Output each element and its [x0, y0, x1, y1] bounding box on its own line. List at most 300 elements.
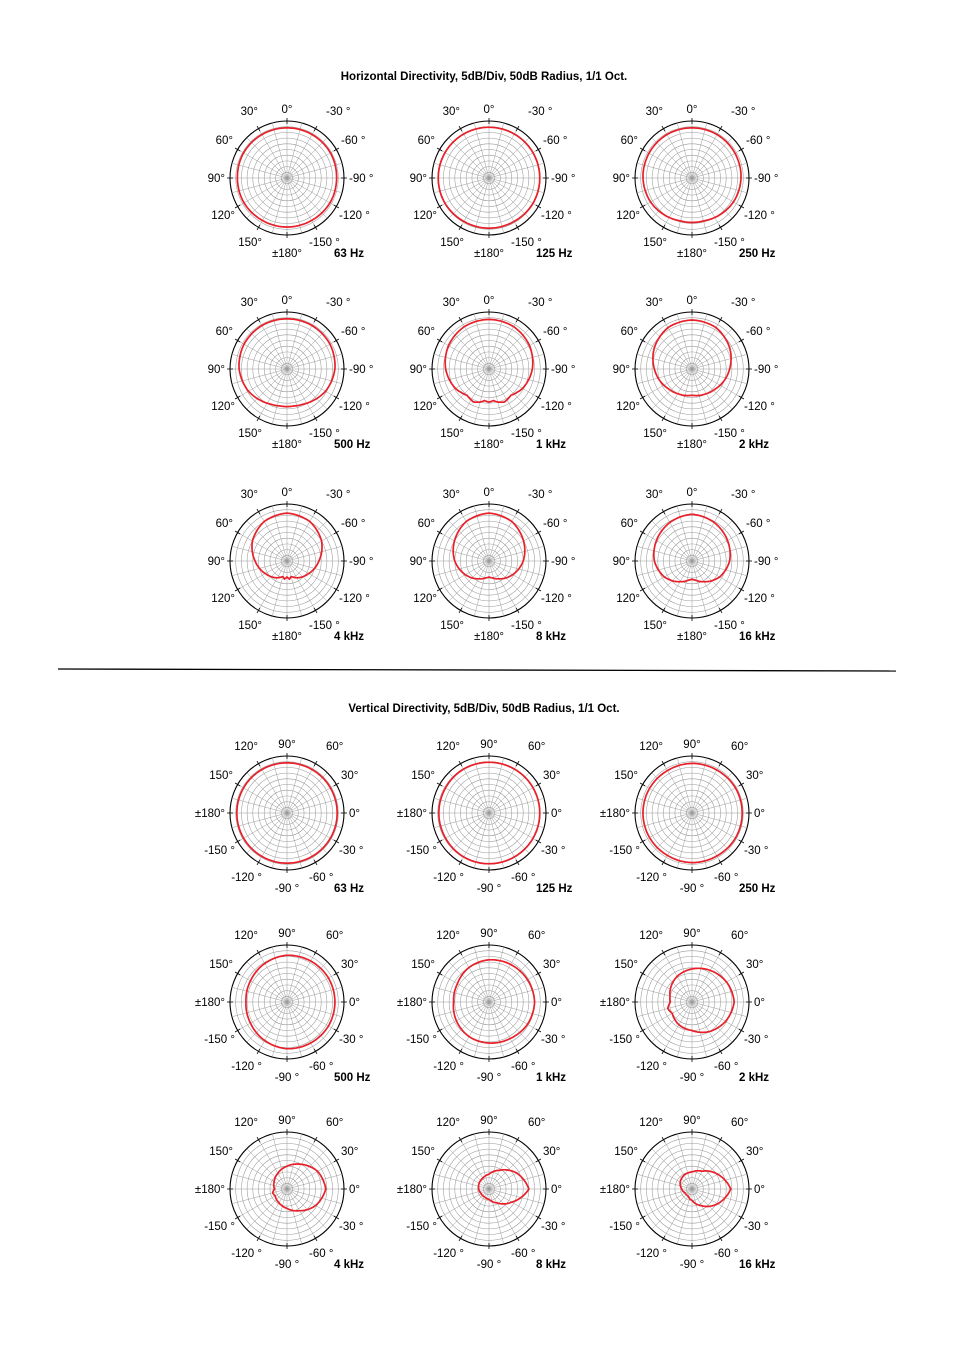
angle-label: 60°	[417, 326, 435, 338]
grid-spoke	[287, 1174, 342, 1189]
grid-spoke	[677, 178, 692, 233]
angle-label: -150 °	[609, 1034, 640, 1046]
grid-spoke	[440, 341, 489, 370]
angle-label: 0°	[551, 997, 562, 1009]
angle-label: 0°	[754, 997, 765, 1009]
grid-spoke	[287, 320, 316, 369]
angle-label: 30°	[746, 770, 764, 782]
angle-label: ±180°	[599, 808, 630, 820]
grid-spoke	[692, 987, 747, 1002]
angle-label: -60 °	[543, 135, 568, 147]
frequency-label: 4 kHz	[334, 1259, 365, 1271]
angle-label: 30°	[442, 106, 460, 118]
grid-spoke	[637, 1002, 692, 1017]
angle-label: 30°	[240, 106, 258, 118]
angle-label: -120 °	[541, 593, 572, 605]
angle-label: -60 °	[309, 1248, 334, 1260]
angle-label: -90 °	[679, 883, 705, 895]
grid-spoke	[259, 561, 288, 610]
grid-spoke	[272, 758, 287, 813]
angle-label: -30 °	[541, 1034, 566, 1046]
grid-spoke	[692, 1134, 707, 1189]
grid-spoke	[434, 798, 489, 813]
grid-spoke	[692, 785, 741, 814]
grid-spoke	[692, 178, 707, 233]
angle-label: ±180°	[271, 248, 303, 260]
grid-spoke	[664, 561, 693, 610]
angle-label: 150°	[411, 1146, 435, 1158]
grid-spoke	[287, 813, 316, 862]
grid-spoke	[692, 354, 747, 369]
angle-label: -60 °	[309, 872, 334, 884]
angle-label: -30 °	[731, 106, 756, 118]
angle-label: -120 °	[231, 872, 262, 884]
angle-label: 90°	[207, 364, 225, 376]
angle-label: 90°	[480, 739, 498, 751]
grid-spoke	[664, 953, 693, 1002]
angle-label: -60 °	[746, 135, 771, 147]
grid-spoke	[434, 163, 489, 178]
angle-label: 30°	[645, 297, 663, 309]
grid-spoke	[489, 178, 504, 233]
angle-label: -150 °	[204, 1034, 235, 1046]
angle-label: 30°	[341, 959, 359, 971]
angle-label: 150°	[643, 620, 667, 632]
grid-spoke	[287, 785, 336, 814]
angle-label: -90 °	[274, 1259, 300, 1271]
vertical-polar-plot	[600, 739, 776, 895]
angle-label: 120°	[616, 401, 640, 413]
grid-spoke	[637, 987, 692, 1002]
grid-spoke	[474, 758, 489, 813]
angle-label: 60°	[417, 518, 435, 530]
grid-spoke	[637, 546, 692, 561]
grid-spoke	[643, 150, 692, 179]
grid-spoke	[440, 974, 489, 1003]
angle-label: 90°	[207, 556, 225, 568]
angle-label: 120°	[436, 741, 460, 753]
grid-spoke	[287, 512, 316, 561]
grid-spoke	[643, 974, 692, 1003]
angle-label: -150 °	[511, 428, 542, 440]
grid-spoke	[677, 561, 692, 616]
grid-spoke	[272, 1189, 287, 1244]
angle-label: 120°	[616, 210, 640, 222]
angle-label: -90 °	[349, 556, 374, 568]
angle-label: 60°	[731, 1117, 749, 1129]
angle-label: -30 °	[528, 297, 553, 309]
grid-spoke	[474, 314, 489, 369]
angle-label: -150 °	[511, 620, 542, 632]
angle-label: 90°	[683, 1115, 701, 1127]
angle-label: 0°	[349, 1184, 360, 1196]
angle-label: -150 °	[406, 1221, 437, 1233]
grid-spoke	[434, 354, 489, 369]
grid-spoke	[489, 758, 504, 813]
grid-spoke	[489, 163, 544, 178]
grid-spoke	[692, 369, 747, 384]
angle-label: 60°	[528, 930, 546, 942]
angle-label: ±180°	[599, 1184, 630, 1196]
grid-spoke	[287, 758, 302, 813]
angle-label: -60 °	[543, 326, 568, 338]
grid-spoke	[259, 369, 288, 418]
grid-spoke	[434, 1002, 489, 1017]
grid-spoke	[461, 1140, 490, 1189]
grid-spoke	[287, 341, 336, 370]
angle-label: 120°	[639, 741, 663, 753]
grid-spoke	[287, 546, 342, 561]
angle-label: 0°	[281, 295, 293, 307]
angle-label: 0°	[483, 104, 495, 116]
grid-spoke	[677, 813, 692, 868]
grid-spoke	[434, 178, 489, 193]
grid-spoke	[489, 1002, 544, 1017]
angle-label: -30 °	[339, 845, 364, 857]
angle-label: 120°	[413, 593, 437, 605]
angle-label: -90 °	[754, 173, 779, 185]
angle-label: 150°	[614, 1146, 638, 1158]
grid-spoke	[238, 150, 287, 179]
angle-label: 60°	[528, 741, 546, 753]
grid-spoke	[474, 123, 489, 178]
grid-spoke	[259, 320, 288, 369]
angle-label: -60 °	[746, 326, 771, 338]
grid-spoke	[692, 561, 721, 610]
grid-spoke	[692, 953, 721, 1002]
angle-label: -30 °	[731, 489, 756, 501]
angle-label: -90 °	[551, 173, 576, 185]
angle-label: -90 °	[476, 883, 502, 895]
grid-spoke	[489, 178, 518, 227]
angle-label: 0°	[483, 295, 495, 307]
grid-spoke	[287, 369, 316, 418]
grid-spoke	[232, 163, 287, 178]
angle-label: -30 °	[528, 489, 553, 501]
angle-label: -120 °	[744, 593, 775, 605]
angle-label: -30 °	[541, 845, 566, 857]
grid-spoke	[489, 178, 544, 193]
angle-label: 120°	[436, 930, 460, 942]
grid-spoke	[489, 561, 544, 576]
grid-spoke	[272, 813, 287, 868]
angle-label: -120 °	[231, 1248, 262, 1260]
frequency-label: 500 Hz	[334, 439, 371, 451]
angle-label: 120°	[639, 930, 663, 942]
vertical-plots	[195, 739, 776, 1271]
angle-label: 120°	[436, 1117, 460, 1129]
grid-spoke	[287, 798, 342, 813]
grid-spoke	[489, 813, 504, 868]
angle-label: -30 °	[528, 106, 553, 118]
grid-spoke	[474, 1189, 489, 1244]
grid-spoke	[489, 1189, 544, 1204]
angle-label: 60°	[326, 1117, 344, 1129]
angle-label: -90 °	[349, 364, 374, 376]
grid-spoke	[692, 512, 721, 561]
angle-label: 30°	[341, 1146, 359, 1158]
grid-spoke	[440, 533, 489, 562]
vertical-polar-plot	[600, 1115, 776, 1271]
grid-spoke	[489, 1189, 518, 1238]
grid-spoke	[692, 129, 721, 178]
angle-label: -60 °	[341, 135, 366, 147]
grid-spoke	[287, 1189, 336, 1218]
angle-label: 120°	[234, 741, 258, 753]
angle-label: 0°	[551, 1184, 562, 1196]
angle-label: -120 °	[744, 210, 775, 222]
grid-spoke	[489, 369, 544, 384]
grid-spoke	[489, 561, 518, 610]
grid-spoke	[259, 1189, 288, 1238]
angle-label: 90°	[278, 928, 296, 940]
grid-spoke	[287, 369, 336, 398]
angle-label: 60°	[326, 930, 344, 942]
angle-label: ±180°	[194, 1184, 225, 1196]
grid-spoke	[440, 1002, 489, 1031]
grid-spoke	[461, 561, 490, 610]
grid-spoke	[692, 561, 707, 616]
angle-label: 150°	[209, 770, 233, 782]
angle-label: 90°	[683, 739, 701, 751]
angle-label: 150°	[411, 770, 435, 782]
grid-spoke	[259, 764, 288, 813]
frequency-label: 250 Hz	[739, 883, 776, 895]
vertical-polar-plot	[195, 739, 364, 895]
grid-spoke	[489, 1002, 504, 1057]
horizontal-polar-plot	[208, 487, 374, 643]
grid-spoke	[692, 1002, 707, 1057]
grid-spoke	[238, 341, 287, 370]
horizontal-plots	[208, 104, 779, 643]
grid-spoke	[474, 947, 489, 1002]
grid-spoke	[434, 369, 489, 384]
grid-spoke	[489, 354, 544, 369]
angle-label: 60°	[731, 930, 749, 942]
grid-spoke	[287, 813, 342, 828]
grid-spoke	[489, 1002, 518, 1051]
grid-spoke	[489, 987, 544, 1002]
angle-label: ±180°	[676, 439, 708, 451]
angle-label: 0°	[686, 104, 698, 116]
grid-spoke	[489, 1161, 538, 1190]
angle-label: 60°	[326, 741, 344, 753]
grid-spoke	[489, 150, 538, 179]
grid-spoke	[238, 1161, 287, 1190]
angle-label: 150°	[440, 428, 464, 440]
grid-spoke	[440, 785, 489, 814]
angle-label: 150°	[614, 959, 638, 971]
horizontal-polar-plot	[410, 487, 576, 643]
angle-label: 150°	[238, 237, 262, 249]
angle-label: -90 °	[349, 173, 374, 185]
frequency-label: 1 kHz	[536, 439, 567, 451]
frequency-label: 125 Hz	[536, 248, 573, 260]
horizontal-polar-plot	[208, 104, 374, 260]
horizontal-polar-plot	[208, 295, 374, 451]
grid-spoke	[692, 341, 741, 370]
grid-spoke	[287, 813, 302, 868]
grid-spoke	[474, 813, 489, 868]
grid-spoke	[238, 369, 287, 398]
grid-spoke	[677, 123, 692, 178]
angle-label: 90°	[278, 739, 296, 751]
response-curve	[453, 960, 534, 1043]
angle-label: -150 °	[309, 237, 340, 249]
angle-label: 90°	[409, 364, 427, 376]
grid-spoke	[272, 561, 287, 616]
grid-spoke	[461, 178, 490, 227]
angle-label: 90°	[409, 173, 427, 185]
angle-label: 30°	[341, 770, 359, 782]
angle-label: -60 °	[511, 1248, 536, 1260]
angle-label: -30 °	[339, 1034, 364, 1046]
angle-label: -60 °	[714, 1248, 739, 1260]
angle-label: 90°	[278, 1115, 296, 1127]
angle-label: -60 °	[341, 326, 366, 338]
angle-label: -60 °	[309, 1061, 334, 1073]
angle-label: 90°	[612, 364, 630, 376]
grid-spoke	[489, 1140, 518, 1189]
vertical-section-title: Vertical Directivity, 5dB/Div, 50dB Radius, 1/1 Oct.	[348, 703, 620, 715]
grid-spoke	[440, 813, 489, 842]
grid-spoke	[677, 369, 692, 424]
vertical-polar-plot	[195, 928, 371, 1084]
frequency-label: 125 Hz	[536, 883, 573, 895]
angle-label: 90°	[612, 173, 630, 185]
grid-spoke	[489, 533, 538, 562]
angle-label: 150°	[209, 959, 233, 971]
grid-spoke	[232, 1002, 287, 1017]
grid-spoke	[461, 813, 490, 862]
angle-label: -90 °	[476, 1259, 502, 1271]
angle-label: 90°	[480, 928, 498, 940]
angle-label: ±180°	[396, 808, 427, 820]
grid-spoke	[232, 546, 287, 561]
horizontal-polar-plot	[410, 104, 576, 260]
horizontal-section-title: Horizontal Directivity, 5dB/Div, 50dB Radius, 1/1 Oct.	[340, 71, 628, 83]
grid-spoke	[692, 758, 707, 813]
grid-spoke	[461, 129, 490, 178]
grid-spoke	[461, 1002, 490, 1051]
angle-label: 120°	[211, 593, 235, 605]
grid-spoke	[692, 813, 707, 868]
vertical-polar-plot	[600, 928, 769, 1084]
grid-spoke	[238, 785, 287, 814]
grid-spoke	[489, 1189, 504, 1244]
angle-label: ±180°	[473, 248, 505, 260]
grid-spoke	[692, 1189, 721, 1238]
angle-label: ±180°	[194, 808, 225, 820]
grid-spoke	[692, 1189, 747, 1204]
angle-label: -120 °	[339, 210, 370, 222]
angle-label: 30°	[543, 959, 561, 971]
grid-spoke	[440, 178, 489, 207]
grid-spoke	[232, 1174, 287, 1189]
grid-spoke	[489, 1174, 544, 1189]
grid-spoke	[489, 123, 504, 178]
angle-label: ±180°	[194, 997, 225, 1009]
angle-label: 60°	[215, 135, 233, 147]
angle-label: -120 °	[339, 401, 370, 413]
grid-spoke	[692, 1189, 741, 1218]
angle-label: 60°	[215, 326, 233, 338]
angle-label: -60 °	[746, 518, 771, 530]
grid-spoke	[232, 798, 287, 813]
frequency-label: 16 kHz	[739, 1259, 776, 1271]
angle-label: 150°	[238, 620, 262, 632]
grid-spoke	[643, 341, 692, 370]
angle-label: -150 °	[309, 620, 340, 632]
frequency-label: 8 kHz	[536, 631, 567, 643]
grid-spoke	[272, 369, 287, 424]
angle-label: -150 °	[511, 237, 542, 249]
angle-label: 0°	[349, 997, 360, 1009]
response-curve	[479, 1170, 529, 1204]
grid-spoke	[692, 813, 747, 828]
grid-spoke	[461, 764, 490, 813]
angle-label: ±180°	[676, 248, 708, 260]
vertical-polar-plot	[397, 928, 566, 1084]
angle-label: 0°	[686, 295, 698, 307]
grid-spoke	[287, 178, 342, 193]
angle-label: 60°	[528, 1117, 546, 1129]
grid-spoke	[489, 813, 518, 862]
angle-label: -90 °	[551, 364, 576, 376]
grid-spoke	[440, 150, 489, 179]
frequency-label: 8 kHz	[536, 1259, 567, 1271]
angle-label: 120°	[413, 401, 437, 413]
vertical-polar-plot	[195, 1115, 364, 1271]
grid-spoke	[259, 129, 288, 178]
grid-spoke	[287, 1134, 302, 1189]
angle-label: 120°	[234, 930, 258, 942]
grid-spoke	[287, 561, 316, 610]
frequency-label: 63 Hz	[334, 248, 365, 260]
grid-spoke	[434, 561, 489, 576]
angle-label: -150 °	[714, 620, 745, 632]
grid-spoke	[489, 813, 538, 842]
grid-spoke	[692, 1140, 721, 1189]
angle-label: 60°	[731, 741, 749, 753]
grid-spoke	[287, 764, 316, 813]
grid-spoke	[637, 369, 692, 384]
horizontal-polar-plot	[613, 295, 779, 451]
horizontal-polar-plot	[613, 104, 779, 260]
angle-label: -150 °	[309, 428, 340, 440]
response-curve	[680, 1171, 731, 1207]
angle-label: -150 °	[714, 237, 745, 249]
grid-spoke	[637, 354, 692, 369]
grid-spoke	[489, 764, 518, 813]
grid-spoke	[643, 533, 692, 562]
frequency-label: 63 Hz	[334, 883, 365, 895]
grid-spoke	[489, 561, 538, 590]
grid-spoke	[287, 533, 336, 562]
angle-label: 150°	[643, 428, 667, 440]
angle-label: 90°	[683, 928, 701, 940]
angle-label: -90 °	[679, 1259, 705, 1271]
grid-spoke	[287, 163, 342, 178]
grid-spoke	[692, 1161, 741, 1190]
angle-label: 120°	[616, 593, 640, 605]
angle-label: -120 °	[231, 1061, 262, 1073]
grid-spoke	[692, 764, 721, 813]
angle-label: 0°	[483, 487, 495, 499]
grid-spoke	[489, 369, 504, 424]
grid-spoke	[272, 314, 287, 369]
angle-label: -60 °	[511, 1061, 536, 1073]
